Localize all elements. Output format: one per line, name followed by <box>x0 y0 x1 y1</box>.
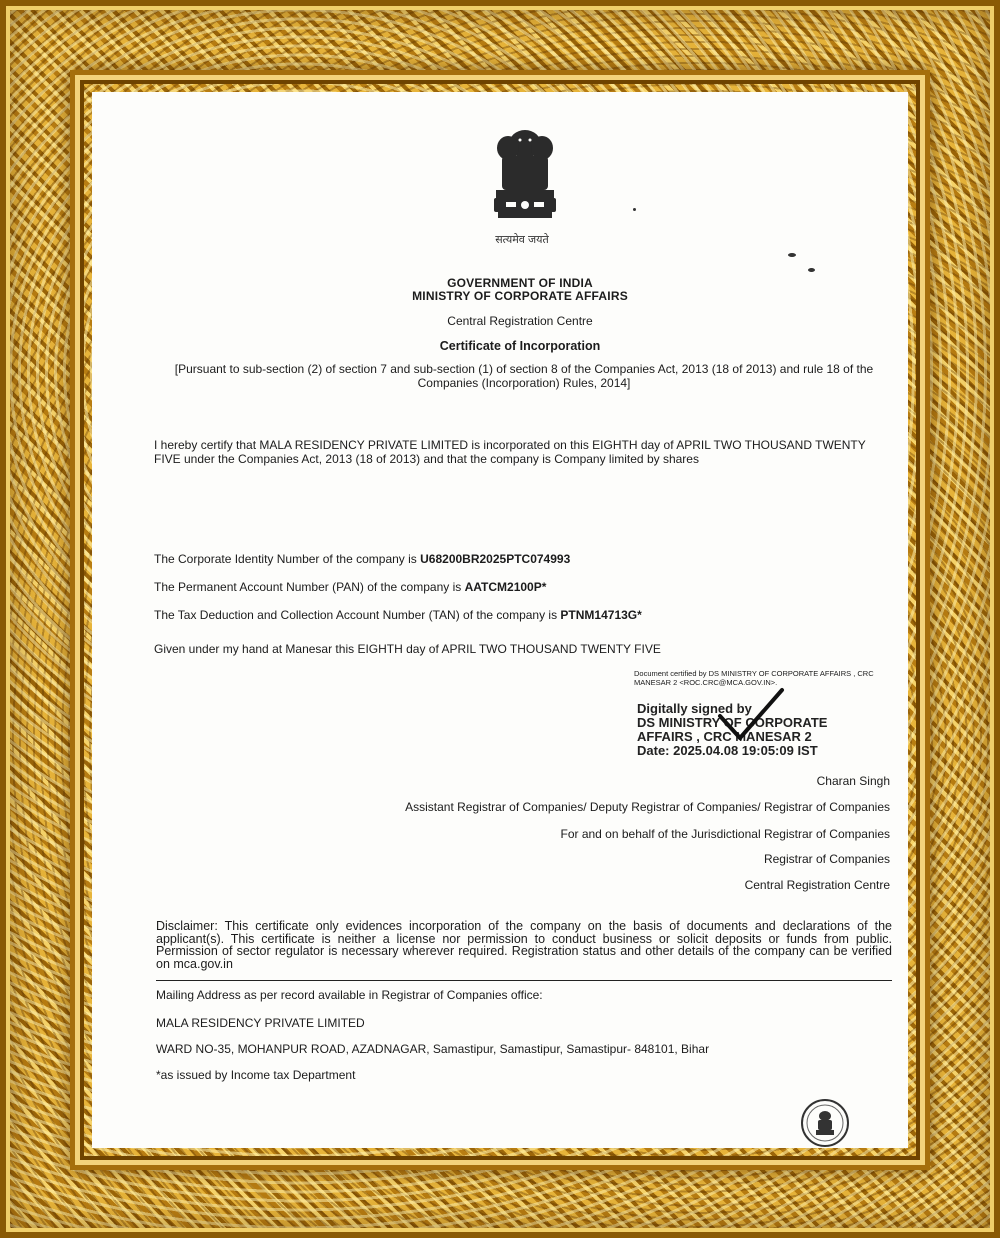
speck <box>808 268 815 272</box>
roc-line: Registrar of Companies <box>763 852 890 866</box>
dsig-line-2: DS MINISTRY OF CORPORATE <box>637 715 828 730</box>
speck <box>633 208 636 211</box>
signatory-designation: Assistant Registrar of Companies/ Deputy Registrar of Companies/ Registrar of Companies <box>405 800 890 814</box>
given-line: Given under my hand at Manesar this EIGHTH day of APRIL TWO THOUSAND TWENTY FIVE <box>154 642 661 656</box>
document-certified-note: Document certified by DS MINISTRY OF CORPORATE AFFAIRS , CRC MANESAR 2 <ROC.CRC@MCA.GOV.IN>. <box>634 669 874 687</box>
disclaimer-text: Disclaimer: This certificate only evidences incorporation of the company on the basis of documents and declarations of the applicant(s). This certificate is neither a license nor permission to conduct business or solicit deposits or funds from public. Permission of sector regulator is necessary wherever required. Registration status and other details of the company can be verified on mca.gov.in <box>156 919 892 971</box>
pursuant-clause: [Pursuant to sub-section (2) of section 7 and sub-section (1) of section 8 of the Companies Act, 2013 (18 of 2013) and rule 18 of the Companies (Incorporation) Rules, 2014] <box>174 362 874 390</box>
crc-line: Central Registration Centre <box>744 878 890 892</box>
government-heading: GOVERNMENT OF INDIA <box>447 276 593 290</box>
divider <box>156 980 892 981</box>
signature-check-icon <box>716 686 786 746</box>
emblem-seal-icon <box>800 1098 850 1148</box>
cin-label: The Corporate Identity Number of the company is <box>154 552 421 566</box>
tan-line <box>154 608 642 622</box>
dsig-line-4: Date: 2025.04.08 19:05:09 IST <box>637 743 818 758</box>
signatory-name: Charan Singh <box>816 774 890 788</box>
cin-line <box>154 552 570 566</box>
cin-value: U68200BR2025PTC074993 <box>420 552 571 566</box>
dsig-line-3: AFFAIRS , CRC MANESAR 2 <box>637 729 812 744</box>
speck <box>788 253 796 257</box>
tan-value: PTNM14713G* <box>560 608 642 622</box>
tax-note: *as issued by Income tax Department <box>156 1068 356 1082</box>
mailing-label: Mailing Address as per record available in Registrar of Companies office: <box>156 988 543 1002</box>
tan-label: The Tax Deduction and Collection Account Number (TAN) of the company is <box>154 608 561 622</box>
emblem-motto: सत्यमेव जयते <box>495 234 549 246</box>
certificate-title: Certificate of Incorporation <box>439 339 601 353</box>
pan-value: AATCM2100P* <box>464 580 547 594</box>
ministry-heading: MINISTRY OF CORPORATE AFFAIRS <box>412 289 628 303</box>
on-behalf-line: For and on behalf of the Jurisdictional Registrar of Companies <box>560 827 890 841</box>
certificate-page <box>92 92 908 1148</box>
centre-heading: Central Registration Centre <box>447 314 593 328</box>
mailing-address: WARD NO-35, MOHANPUR ROAD, AZADNAGAR, Samastipur, Samastipur, Samastipur- 848101, Bihar <box>156 1042 710 1056</box>
national-emblem-icon <box>480 122 570 222</box>
mailing-company: MALA RESIDENCY PRIVATE LIMITED <box>156 1016 365 1030</box>
certify-paragraph: I hereby certify that MALA RESIDENCY PRIVATE LIMITED is incorporated on this EIGHTH day of APRIL TWO THOUSAND TWENTY FIVE under the Companies Act, 2013 (18 of 2013) and that the company is Company limited by shares <box>154 438 866 466</box>
pan-label: The Permanent Account Number (PAN) of the company is <box>154 580 465 594</box>
pan-line <box>154 580 546 594</box>
dsig-line-1: Digitally signed by <box>637 701 752 716</box>
